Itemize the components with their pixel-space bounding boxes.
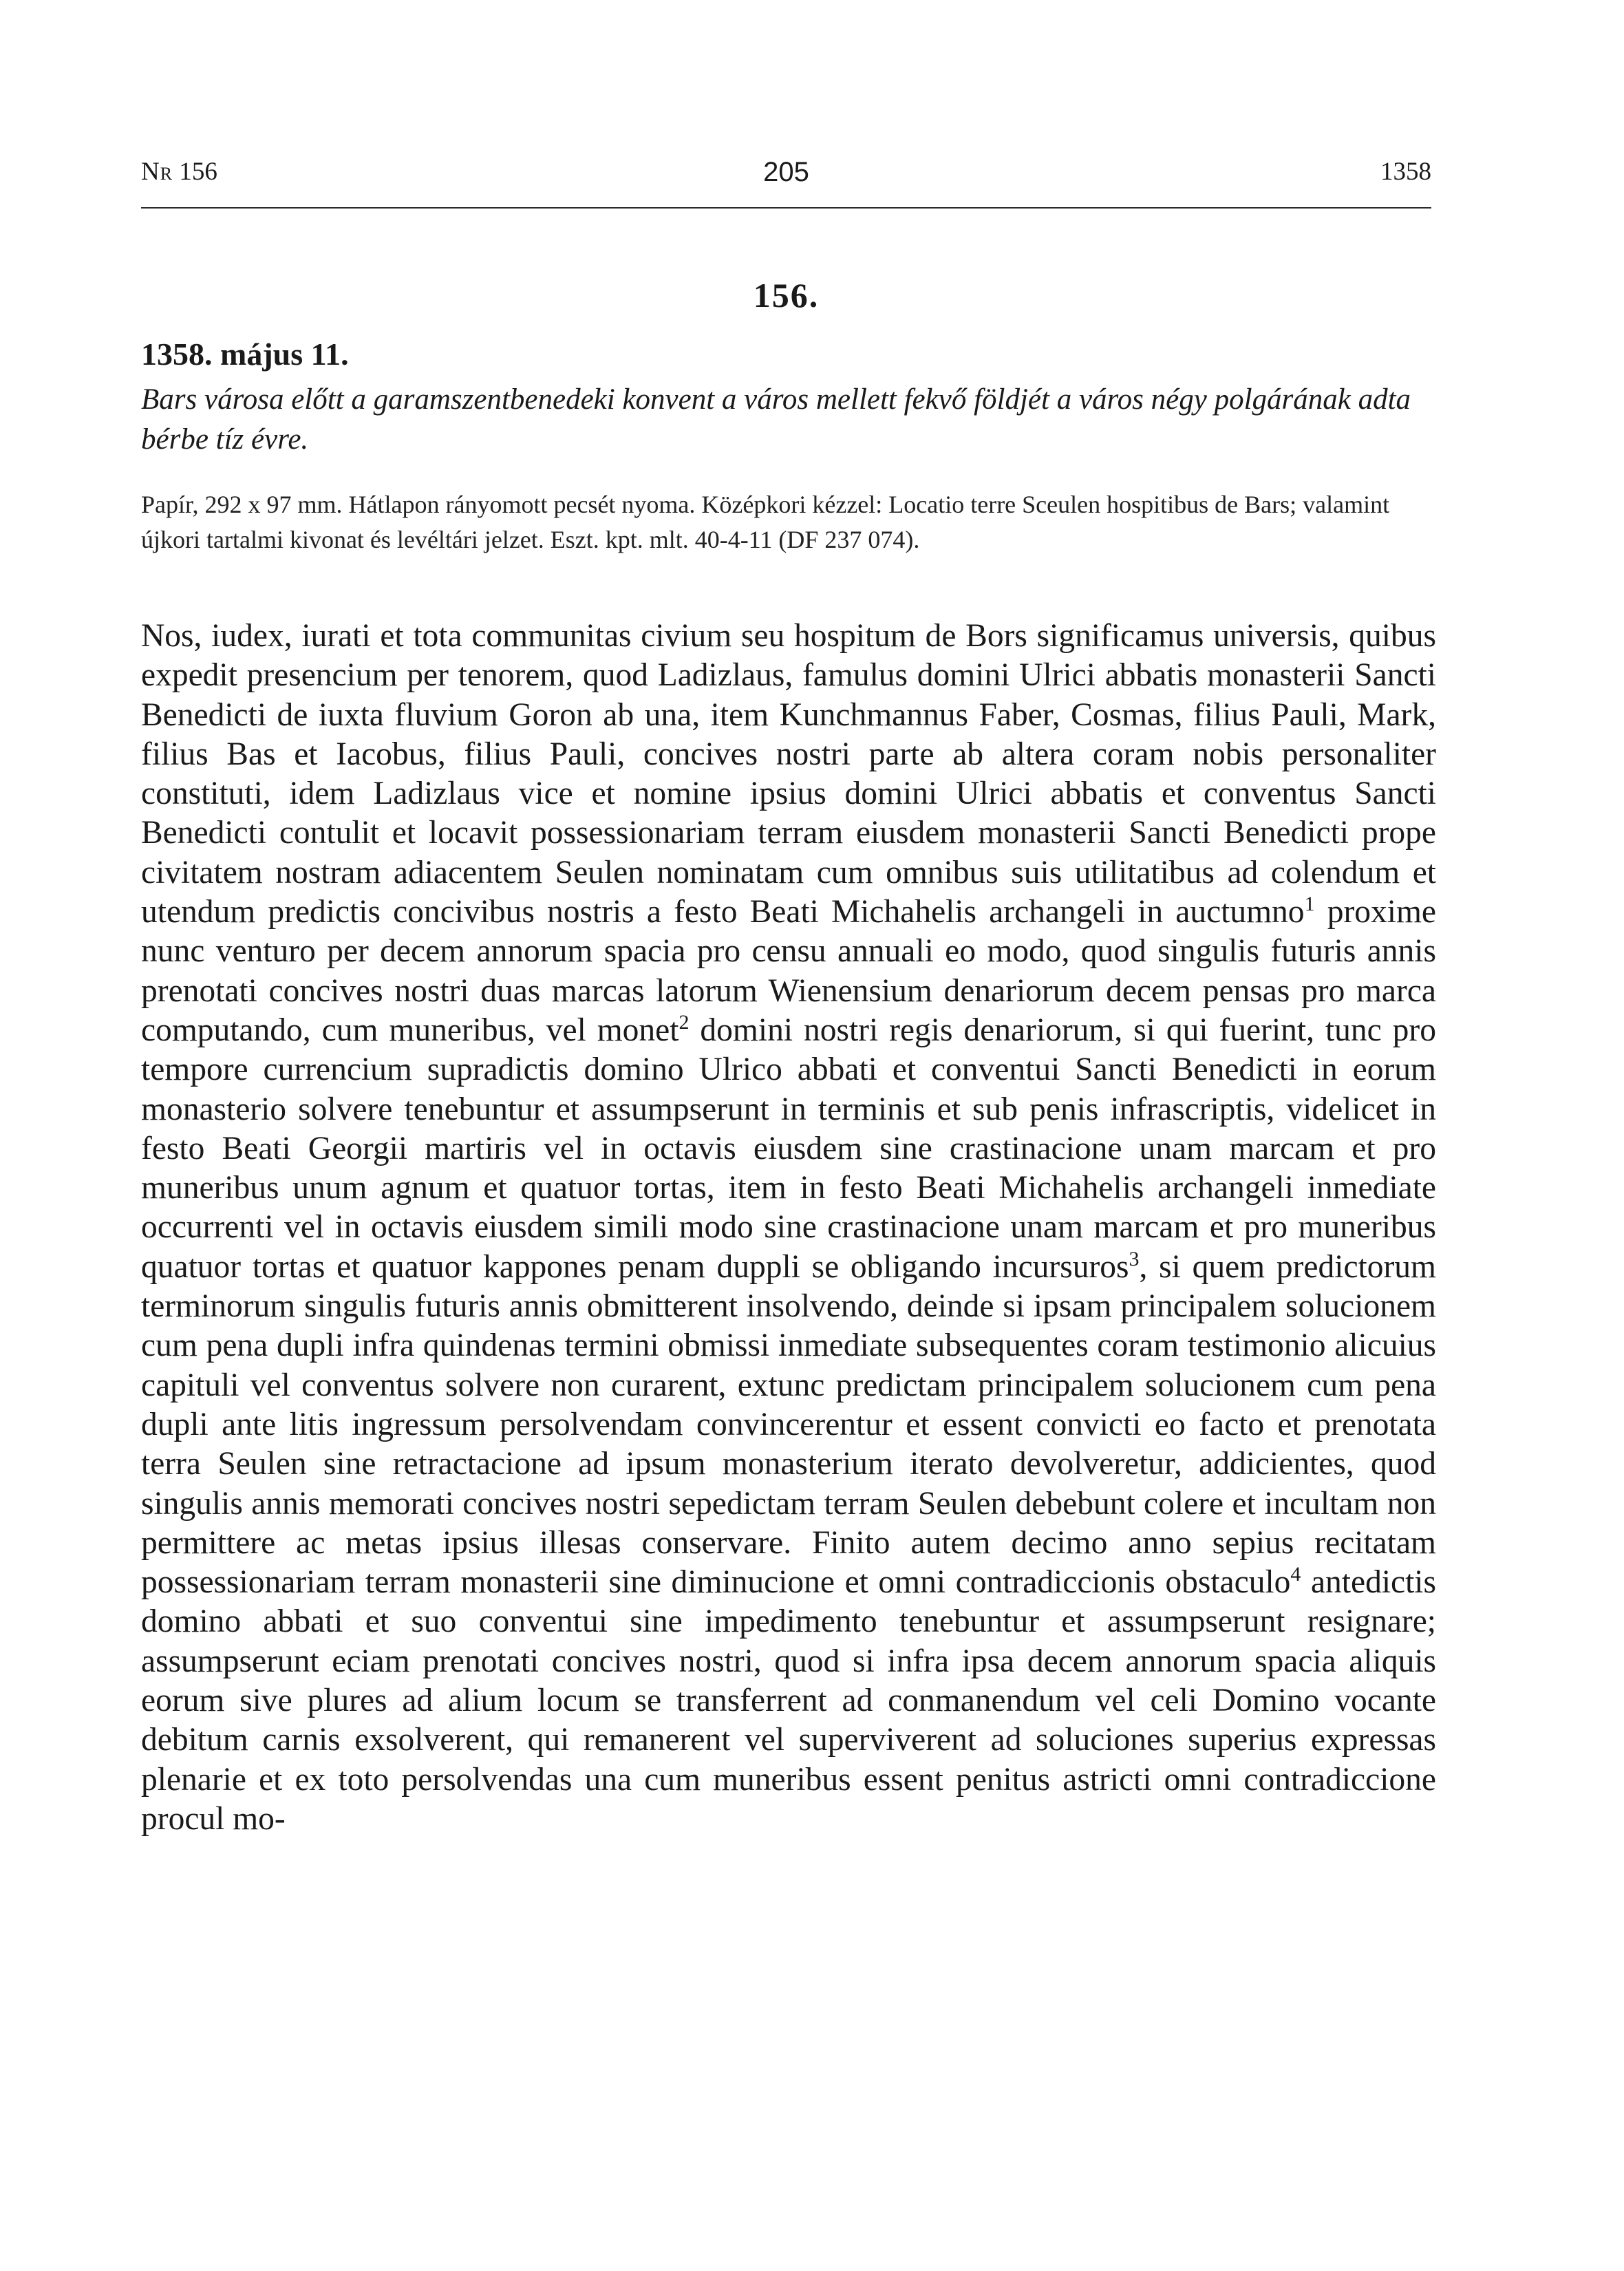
body-text: antedictis domino abbati et suo conventui sine impedimento tenebuntur et assumpserunt resignare; assumpserunt eciam prenotati concives nostri, quod si infra ipsa decem annorum spacia aliquis eorum sive plures ad alium locum se transferrent ad conmanendum vel celi Domino vocante debitum carnis exsolverent, qui remanerent vel superviverent ad soluciones superius expressas plenarie et ex toto persolvendas una cum muneribus essent penitus astricti omni contradiccione procul mo- <box>141 1564 1436 1837</box>
body-text: proxime nunc venturo per decem annorum spacia pro censu annuali eo modo, quod singulis futuris annis prenotati concives nostri duas marcas latorum Wienensium denariorum decem pensas pro marca computando, cum muneribus, vel monet <box>141 894 1437 1048</box>
body-text: Nos, iudex, iurati et tota communitas civium seu hospitum de Bors significamus universis, quibus expedit presencium per tenorem, quod Ladizlaus, famulus domini Ulrici abbatis monasterii Sancti Benedicti de iuxta fluvium Goron ab una, item Kunchmannus Faber, Cosmas, filius Pauli, Mark, filius Bas et Iacobus, filius Pauli, concives nostri parte ab altera coram nobis personaliter constituti, idem Ladizlaus vice et nomine ipsius domini Ulrici abbatis et conventus Sancti Benedicti contulit et locavit possessionariam terram eiusdem monasterii Sancti Benedicti prope civitatem nostram adiacentem Seulen nominatam cum omnibus suis utilitatibus ad colendum et utendum predictis concivibus nostris a festo Beati Michahelis archangeli in auctumno <box>141 618 1436 930</box>
document-number: 156. <box>753 276 820 314</box>
footnote-marker: 4 <box>1290 1563 1301 1586</box>
footnote-marker: 1 <box>1304 893 1315 916</box>
header-rule <box>141 207 1431 209</box>
body-text: domini nostri regis denariorum, si qui fuerint, tunc pro tempore currencium supradictis domino Ulrico abbati et conventui Sancti Benedicti in eorum monasterio solvere tenebuntur et assumpserunt in terminis et sub penis infrascriptis, videlicet in festo Beati Georgii martiris vel in octavis eiusdem sine crastinacione unam marcam et pro muneribus unum agnum et quatuor tortas, item in festo Beati Michahelis archangeli inmediate occurrenti vel in octavis eiusdem simili modo sine crastinacione unam marcam et pro muneribus quatuor tortas et quatuor kappones penam duppli se obligando incursuros <box>141 1012 1436 1285</box>
nr-label: Nr <box>141 158 173 186</box>
document-summary: Bars városa előtt a garamszentbenedeki konvent a város mellett fekvő földjét a város négy polgárának adta bérbe tíz évre. <box>141 383 1411 456</box>
footnote-marker: 2 <box>679 1011 690 1034</box>
running-head <box>141 157 1431 198</box>
page-number: 205 <box>763 157 809 187</box>
document-body <box>141 617 1436 1839</box>
document-description: Papír, 292 x 97 mm. Hátlapon rányomott pecsét nyoma. Középkori kézzel: Locatio terre Sceulen hospitibus de Bars; valamint újkori tartalmi kivonat és levéltári jelzet. Eszt. kpt. mlt. 40-4-11 (DF 237 074). <box>141 491 1390 553</box>
nr-value: 156 <box>179 158 217 186</box>
running-head-year: 1358 <box>1380 158 1431 186</box>
body-text: , si quem predictorum terminorum singulis futuris annis obmitterent insolvendo, deinde si ipsam principalem solucionem cum pena dupli infra quindenas termini obmissi inmediate subsequentes coram testimonio alicuius capituli vel conventus solvere non curarent, extunc predictam principalem solucionem cum pena dupli ante litis ingressum persolvendam convincerentur et essent convicti eo facto et prenotata terra Seulen sine retractacione ad ipsum monasterium iterato devolveretur, addicientes, quod singulis annis memorati concives nostri sepedictam terram Seulen debebunt colere et incultam non permittere ac metas ipsius illesas conservare. Finito autem decimo anno sepius recitatam possessionariam terram monasterii sine diminucione et omni contradiccionis obstaculo <box>141 1248 1437 1601</box>
footnote-marker: 3 <box>1129 1247 1140 1270</box>
document-date: 1358. május 11. <box>141 337 349 372</box>
